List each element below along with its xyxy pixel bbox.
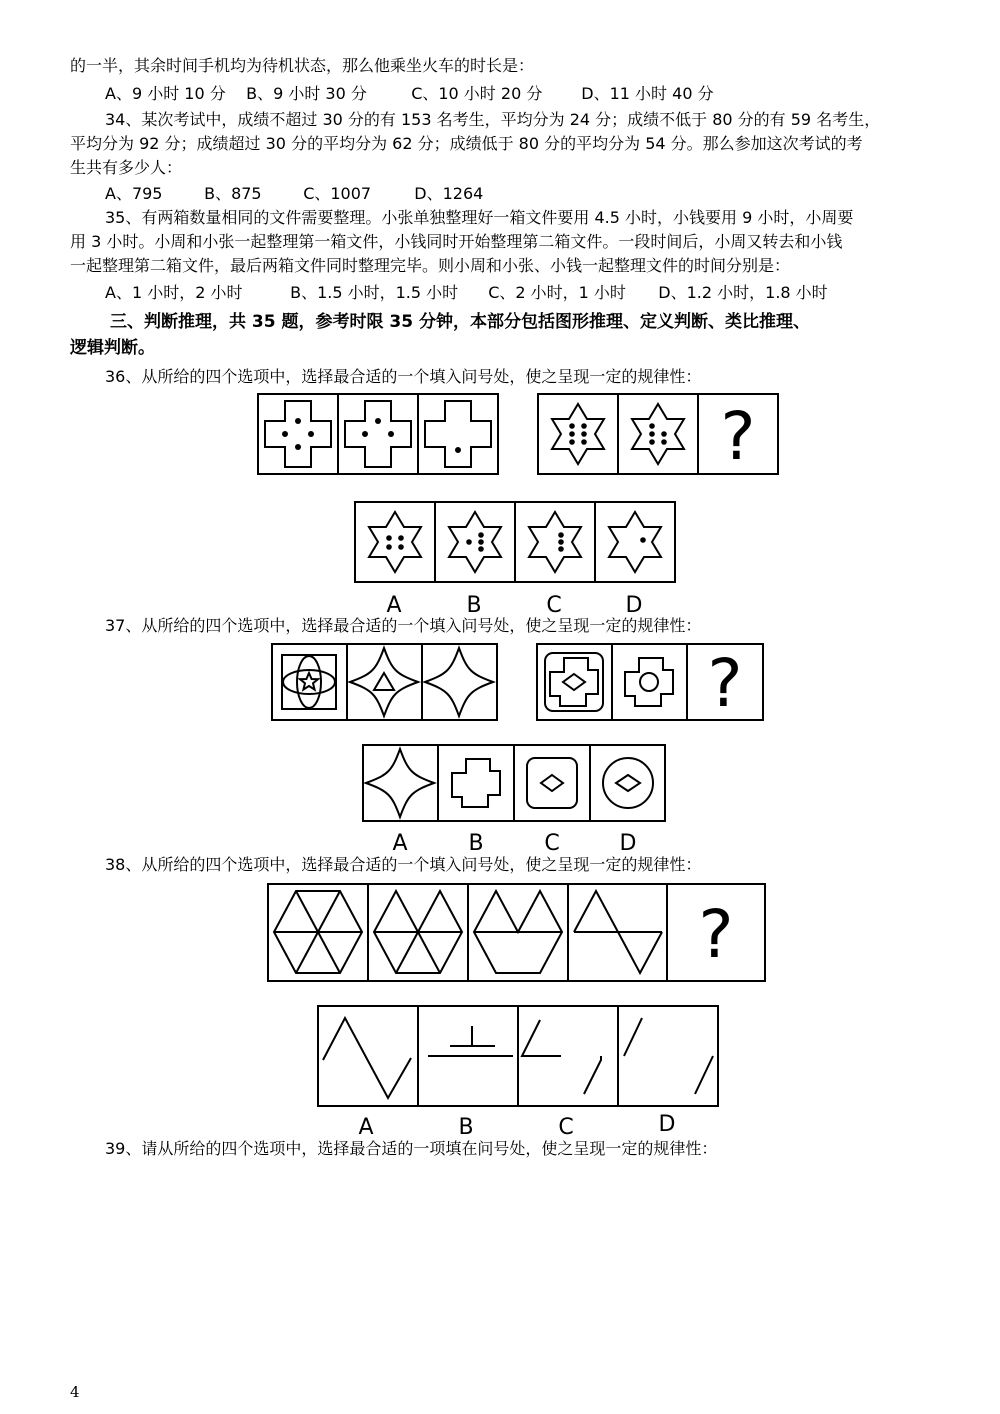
q37-fig-2 xyxy=(350,648,418,716)
q38-prompt: 38、从所给的四个选项中，选择最合适的一个填入问号处，使之呈现一定的规律性： xyxy=(105,855,702,874)
q36-letter-b: B xyxy=(466,593,482,618)
q37-fig-3 xyxy=(425,648,493,716)
q38-option-c-figure xyxy=(522,1020,601,1094)
q36-cross-2 xyxy=(345,401,411,467)
q36-cross-3 xyxy=(425,401,491,467)
q37-letter-c: C xyxy=(544,831,560,856)
q36-star-1 xyxy=(552,404,604,464)
section-heading-line1: 三、判断推理，共 35 题，参考时限 35 分钟，本部分包括图形推理、定义判断、类比推理、 xyxy=(110,312,810,332)
q38-fig-3 xyxy=(474,891,562,973)
q36-question-mark: ? xyxy=(720,398,756,475)
q35-line3: 一起整理第二箱文件，最后两箱文件同时整理完毕。则小周和小张、小钱一起整理文件的时间分别是： xyxy=(70,256,791,275)
q38-letter-c: C xyxy=(558,1115,574,1140)
q36-cross-1 xyxy=(265,401,331,467)
q36-option-a-figure xyxy=(369,512,421,572)
q36-option-b-figure xyxy=(449,512,501,572)
q38-letter-d: D xyxy=(658,1112,676,1137)
q38-option-b-figure xyxy=(428,1026,513,1056)
q33-option-d: D、11 小时 40 分 xyxy=(581,84,714,103)
q33-option-a: A、9 小时 10 分 xyxy=(105,84,226,103)
q38-figure-set xyxy=(268,884,765,981)
q37-prompt: 37、从所给的四个选项中，选择最合适的一个填入问号处，使之呈现一定的规律性： xyxy=(105,616,702,635)
q37-letter-d: D xyxy=(619,831,637,856)
q37-fig-5 xyxy=(625,658,673,706)
q36-option-d-figure xyxy=(609,512,661,572)
q34-line1: 34、某次考试中，成绩不超过 30 分的有 153 名考生，平均分为 24 分；成绩不低于 80 分的有 59 名考生， xyxy=(105,110,881,129)
q34-line2: 平均分为 92 分；成绩超过 30 分的平均分为 62 分；成绩低于 80 分的平均分为 54 分。那么参加这次考试的考 xyxy=(70,134,863,153)
q37-option-a-figure xyxy=(366,749,434,817)
q36-option-c-figure xyxy=(529,512,581,572)
q37-option-c-figure xyxy=(527,758,577,808)
q36-prompt: 36、从所给的四个选项中，选择最合适的一个填入问号处，使之呈现一定的规律性： xyxy=(105,367,702,386)
q38-letter-b: B xyxy=(458,1115,474,1140)
q37-letter-b: B xyxy=(468,831,484,856)
q35-line1: 35、有两箱数量相同的文件需要整理。小张单独整理好一箱文件要用 4.5 小时，小钱要用 9 小时，小周要 xyxy=(105,208,854,227)
q36-letter-c: C xyxy=(546,593,562,618)
q37-fig-4 xyxy=(545,653,603,711)
q38-option-d-figure xyxy=(624,1018,713,1094)
q35-line2: 用 3 小时。小周和小张一起整理第一箱文件，小钱同时开始整理第二箱文件。一段时间后，小周又转去和小钱 xyxy=(70,232,843,251)
section-heading-line2: 逻辑判断。 xyxy=(70,338,155,358)
q37-letter-a: A xyxy=(392,831,408,856)
q36-options xyxy=(355,502,675,582)
q37-question-mark: ? xyxy=(707,645,743,722)
q34-line3: 生共有多少人： xyxy=(70,158,183,177)
q36-letter-d: D xyxy=(625,593,643,618)
q37-option-b-figure xyxy=(452,759,500,807)
q33-text: 的一半，其余时间手机均为待机状态，那么他乘坐火车的时长是： xyxy=(70,56,535,75)
q34-option-c: C、1007 xyxy=(303,184,372,203)
q38-fig-2 xyxy=(374,891,462,973)
q37-fig-1 xyxy=(282,655,336,709)
q33-option-c: C、10 小时 20 分 xyxy=(411,84,543,103)
q38-letter-a: A xyxy=(358,1115,374,1140)
q34-option-d: D、1264 xyxy=(414,184,484,203)
q38-option-a-figure xyxy=(323,1018,411,1098)
q34-option-b: B、875 xyxy=(204,184,262,203)
q37-option-d-figure xyxy=(603,758,653,808)
q37-figure-set1 xyxy=(272,644,497,720)
q33-option-b: B、9 小时 30 分 xyxy=(246,84,367,103)
q38-fig-1 xyxy=(274,891,362,973)
q39-prompt: 39、请从所给的四个选项中，选择最合适的一项填在问号处，使之呈现一定的规律性： xyxy=(105,1139,718,1158)
q35-option-a: A、1 小时，2 小时 xyxy=(105,283,243,302)
page-number: 4 xyxy=(70,1383,80,1401)
q35-option-d: D、1.2 小时，1.8 小时 xyxy=(658,283,828,302)
q37-options xyxy=(363,745,665,821)
q36-letter-a: A xyxy=(386,593,402,618)
q35-option-b: B、1.5 小时，1.5 小时 xyxy=(290,283,459,302)
q38-options xyxy=(318,1006,718,1106)
q35-option-c: C、2 小时，1 小时 xyxy=(488,283,626,302)
q34-option-a: A、795 xyxy=(105,184,163,203)
q38-fig-4 xyxy=(574,891,662,973)
q36-figure-set1 xyxy=(258,394,498,474)
q38-question-mark: ? xyxy=(698,896,734,973)
q36-star-2 xyxy=(632,404,684,464)
